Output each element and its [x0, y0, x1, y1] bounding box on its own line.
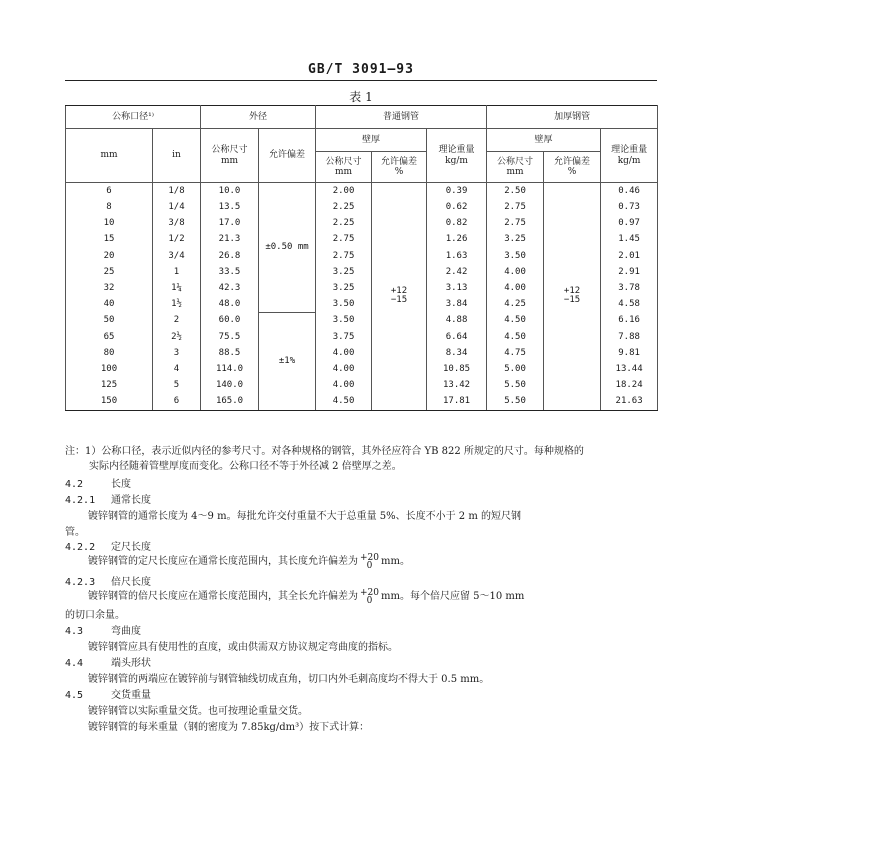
cell-nominal-mm: 150: [66, 393, 153, 410]
cell-nominal-mm: 65: [66, 329, 153, 345]
cell-nominal-mm: 32: [66, 280, 153, 296]
header-od-allowable: 允许偏差: [259, 129, 316, 183]
header-wt-nominal: 公称尺寸 mm: [316, 152, 372, 183]
cell-wall-thickness: 3.25: [316, 280, 372, 296]
cell-outer-diameter: 75.5: [201, 329, 259, 345]
cell-theoretical-weight: 10.85: [427, 361, 487, 377]
section-4-5-text-1: 镀锌钢管以实际重量交货。也可按理论重量交货。: [88, 706, 308, 717]
header-rule: [65, 80, 657, 81]
header-wall-thickness: 壁厚: [316, 129, 427, 152]
cell-outer-diameter: 88.5: [201, 345, 259, 361]
cell-wall-thickness: 4.50: [316, 393, 372, 410]
section-4-2-1-text: 镀锌钢管的通常长度为 4～9 m。每批允许交付重量不大于总重量 5%、长度不小于 2 m 的短尺钢: [88, 511, 521, 522]
cell-thick-theoretical-weight: 13.44: [601, 361, 658, 377]
cell-nominal-in: 3: [153, 345, 201, 361]
cell-thick-theoretical-weight: 0.73: [601, 199, 658, 215]
section-4-2-2-text: 镀锌钢管的定尺长度应在通常长度范围内，其长度允许偏差为 +20 0 mm。: [88, 552, 410, 571]
cell-thick-wall-thickness: 2.75: [487, 199, 544, 215]
cell-thick-wall-thickness: 5.50: [487, 377, 544, 393]
cell-thick-theoretical-weight: 2.91: [601, 264, 658, 280]
cell-thick-wall-thickness: 3.25: [487, 232, 544, 248]
cell-nominal-mm: 20: [66, 248, 153, 264]
header-theoretical-weight: 理论重量 kg/m: [427, 129, 487, 183]
section-4-2-3-text-cont: 的切口余量。: [65, 610, 125, 621]
cell-theoretical-weight: 1.26: [427, 232, 487, 248]
cell-nominal-in: 3/8: [153, 215, 201, 231]
header-wt-allowable: 允许偏差 %: [372, 152, 427, 183]
cell-nominal-in: 5: [153, 377, 201, 393]
cell-theoretical-weight: 0.62: [427, 199, 487, 215]
cell-nominal-in: 1/2: [153, 232, 201, 248]
cell-thick-wall-thickness: 3.50: [487, 248, 544, 264]
header-thick-wt-nominal: 公称尺寸 mm: [487, 152, 544, 183]
cell-theoretical-weight: 17.81: [427, 393, 487, 410]
pipe-spec-table: [65, 105, 658, 411]
table-title: 表 1: [349, 90, 373, 104]
cell-thick-wall-thickness: 5.50: [487, 393, 544, 410]
cell-thick-theoretical-weight: 6.16: [601, 313, 658, 329]
cell-wall-thickness: 2.25: [316, 215, 372, 231]
cell-nominal-mm: 80: [66, 345, 153, 361]
header-od-nominal: 公称尺寸 mm: [201, 129, 259, 183]
section-4-4-heading: 4.4 端头形状: [65, 658, 151, 669]
cell-nominal-mm: 100: [66, 361, 153, 377]
cell-wall-thickness: 4.00: [316, 345, 372, 361]
cell-wall-thickness: 2.75: [316, 248, 372, 264]
cell-thick-wall-thickness: 4.50: [487, 329, 544, 345]
cell-theoretical-weight: 4.88: [427, 313, 487, 329]
cell-wall-thickness: 3.75: [316, 329, 372, 345]
cell-thick-wall-thickness: 5.00: [487, 361, 544, 377]
cell-outer-diameter: 33.5: [201, 264, 259, 280]
cell-thick-theoretical-weight: 9.81: [601, 345, 658, 361]
cell-nominal-in: 3/4: [153, 248, 201, 264]
cell-od-tolerance: ±0.50 mm: [259, 183, 316, 313]
cell-thick-wall-thickness: 4.75: [487, 345, 544, 361]
header-thick-wall-thickness: 壁厚: [487, 129, 601, 152]
cell-nominal-in: 6: [153, 393, 201, 410]
cell-outer-diameter: 140.0: [201, 377, 259, 393]
section-4-2-2-heading: 4.2.2 定尺长度: [65, 542, 151, 553]
section-4-2-1-text-cont: 管。: [65, 527, 85, 538]
cell-nominal-mm: 8: [66, 199, 153, 215]
cell-thick-theoretical-weight: 0.46: [601, 183, 658, 200]
cell-thick-wall-thickness: 2.50: [487, 183, 544, 200]
header-outer-diameter: 外径: [201, 106, 316, 129]
cell-outer-diameter: 114.0: [201, 361, 259, 377]
cell-theoretical-weight: 0.82: [427, 215, 487, 231]
cell-wall-thickness: 2.25: [316, 199, 372, 215]
cell-theoretical-weight: 8.34: [427, 345, 487, 361]
cell-theoretical-weight: 3.84: [427, 296, 487, 312]
cell-nominal-mm: 50: [66, 313, 153, 329]
cell-nominal-in: 4: [153, 361, 201, 377]
cell-outer-diameter: 42.3: [201, 280, 259, 296]
cell-wall-thickness: 3.50: [316, 313, 372, 329]
cell-nominal-mm: 25: [66, 264, 153, 280]
cell-nominal-in: 1¼: [153, 280, 201, 296]
cell-thick-wall-thickness: 2.75: [487, 215, 544, 231]
section-4-4-text: 镀锌钢管的两端应在镀锌前与钢管轴线切成直角，切口内外毛刺高度均不得大于 0.5 mm。: [88, 674, 490, 685]
header-mm: mm: [66, 129, 153, 183]
cell-nominal-in: 2½: [153, 329, 201, 345]
header-in: in: [153, 129, 201, 183]
cell-nominal-in: 1: [153, 264, 201, 280]
header-nominal-diameter: 公称口径¹⁾: [66, 106, 201, 129]
cell-theoretical-weight: 2.42: [427, 264, 487, 280]
cell-wall-thickness: 3.50: [316, 296, 372, 312]
cell-outer-diameter: 17.0: [201, 215, 259, 231]
cell-theoretical-weight: 13.42: [427, 377, 487, 393]
header-thick-theoretical-weight: 理论重量 kg/m: [601, 129, 658, 183]
multiple-length-tolerance: +20 0: [360, 587, 379, 606]
footnote-line-1: 注：1）公称口径，表示近似内径的参考尺寸。对各种规格的钢管，其外径应符合 YB 822 所规定的尺寸。每种规格的: [65, 446, 584, 457]
cell-outer-diameter: 13.5: [201, 199, 259, 215]
cell-nominal-in: 2: [153, 313, 201, 329]
cell-outer-diameter: 21.3: [201, 232, 259, 248]
standard-number: GB/T 3091—93: [308, 62, 414, 77]
footnote-line-2: 实际内径随着管壁厚度而变化。公称口径不等于外径减 2 倍壁厚之差。: [89, 461, 402, 472]
cell-nominal-in: 1/4: [153, 199, 201, 215]
cell-outer-diameter: 60.0: [201, 313, 259, 329]
section-4-5-text-2: 镀锌钢管的每米重量（钢的密度为 7.85kg/dm³）按下式计算：: [88, 722, 370, 733]
cell-nominal-mm: 40: [66, 296, 153, 312]
cell-thick-theoretical-weight: 0.97: [601, 215, 658, 231]
cell-thick-theoretical-weight: 4.58: [601, 296, 658, 312]
length-tolerance: +20 0: [360, 552, 379, 571]
cell-wall-thickness: 2.75: [316, 232, 372, 248]
cell-outer-diameter: 10.0: [201, 183, 259, 200]
cell-nominal-mm: 6: [66, 183, 153, 200]
table-footnote: [65, 444, 657, 474]
cell-thick-theoretical-weight: 21.63: [601, 393, 658, 410]
section-4-2-3-heading: 4.2.3 倍尺长度: [65, 577, 151, 588]
header-thick-pipe: 加厚钢管: [487, 106, 658, 129]
cell-nominal-mm: 15: [66, 232, 153, 248]
header-thick-wt-allowable: 允许偏差 %: [544, 152, 601, 183]
table-row: [66, 183, 658, 200]
cell-wall-thickness: 3.25: [316, 264, 372, 280]
cell-od-tolerance: ±1%: [259, 313, 316, 411]
cell-wall-thickness: 4.00: [316, 361, 372, 377]
cell-outer-diameter: 48.0: [201, 296, 259, 312]
cell-nominal-in: 1½: [153, 296, 201, 312]
cell-nominal-mm: 125: [66, 377, 153, 393]
section-4-2-3-text: 镀锌钢管的倍尺长度应在通常长度范围内，其全长允许偏差为 +20 0 mm。每个倍尺应留 5～10 mm: [88, 587, 525, 606]
cell-thick-wall-tolerance: +12 −15: [544, 183, 601, 411]
cell-wall-tolerance: +12 −15: [372, 183, 427, 411]
cell-theoretical-weight: 3.13: [427, 280, 487, 296]
cell-thick-theoretical-weight: 2.01: [601, 248, 658, 264]
section-4-3-text: 镀锌钢管应具有使用性的直度，或由供需双方协议规定弯曲度的指标。: [88, 642, 398, 653]
cell-thick-wall-thickness: 4.00: [487, 264, 544, 280]
section-4-5-heading: 4.5 交货重量: [65, 690, 151, 701]
header-ordinary-pipe: 普通钢管: [316, 106, 487, 129]
cell-outer-diameter: 26.8: [201, 248, 259, 264]
cell-theoretical-weight: 6.64: [427, 329, 487, 345]
cell-theoretical-weight: 1.63: [427, 248, 487, 264]
cell-thick-theoretical-weight: 7.88: [601, 329, 658, 345]
cell-thick-theoretical-weight: 18.24: [601, 377, 658, 393]
section-4-2-heading: 4.2 长度: [65, 479, 131, 490]
section-4-2-1-heading: 4.2.1 通常长度: [65, 495, 151, 506]
cell-thick-theoretical-weight: 3.78: [601, 280, 658, 296]
cell-nominal-in: 1/8: [153, 183, 201, 200]
cell-thick-wall-thickness: 4.00: [487, 280, 544, 296]
section-4-3-heading: 4.3 弯曲度: [65, 626, 141, 637]
cell-wall-thickness: 4.00: [316, 377, 372, 393]
cell-outer-diameter: 165.0: [201, 393, 259, 410]
cell-thick-theoretical-weight: 1.45: [601, 232, 658, 248]
cell-wall-thickness: 2.00: [316, 183, 372, 200]
cell-thick-wall-thickness: 4.50: [487, 313, 544, 329]
cell-theoretical-weight: 0.39: [427, 183, 487, 200]
cell-nominal-mm: 10: [66, 215, 153, 231]
cell-thick-wall-thickness: 4.25: [487, 296, 544, 312]
